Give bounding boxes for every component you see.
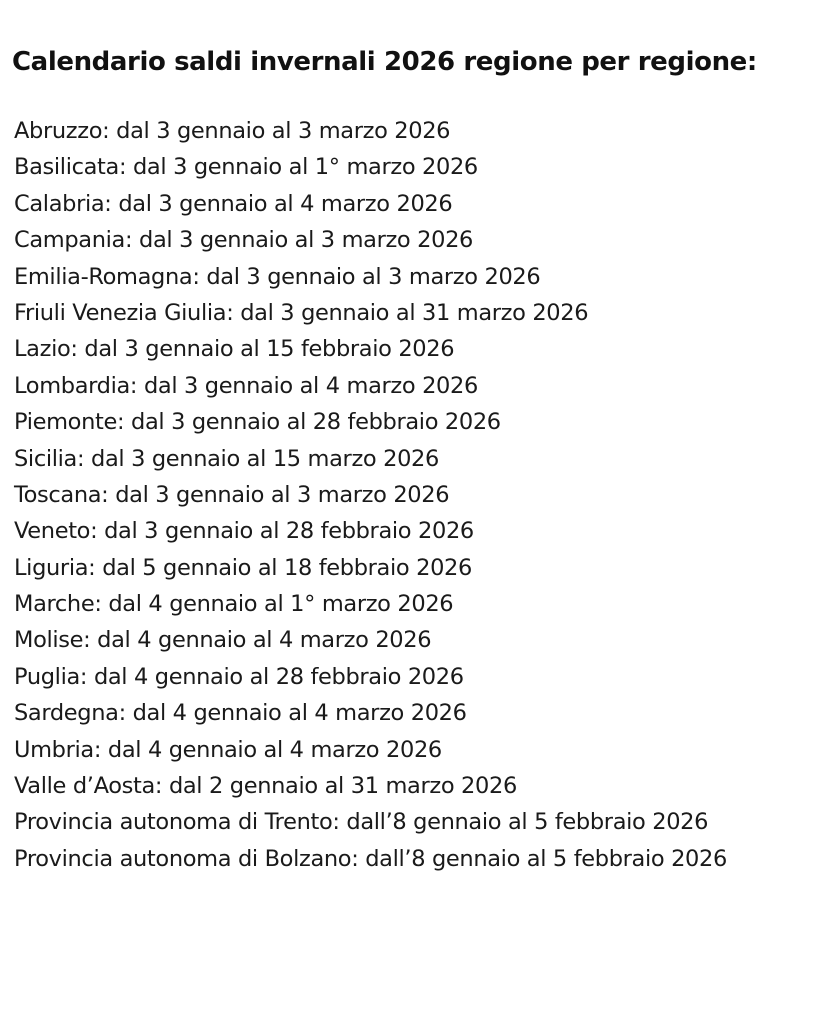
list-item: Campania: dal 3 gennaio al 3 marzo 2026 [14, 227, 474, 254]
list-item: Lombardia: dal 3 gennaio al 4 marzo 2026 [14, 372, 478, 399]
list-item: Abruzzo: dal 3 gennaio al 3 marzo 2026 [14, 118, 451, 144]
list-item: Friuli Venezia Giulia: dal 3 gennaio al 31 marzo 2026 [14, 299, 589, 326]
list-item: Marche: dal 4 gennaio al 1° marzo 2026 [14, 591, 454, 618]
list-item: Puglia: dal 4 gennaio al 28 febbraio 2026 [14, 663, 464, 690]
list-item: Provincia autonoma di Bolzano: dall’8 gennaio al 5 febbraio 2026 [14, 845, 727, 872]
list-item: Calabria: dal 3 gennaio al 4 marzo 2026 [14, 190, 453, 217]
list-item: Umbria: dal 4 gennaio al 4 marzo 2026 [14, 736, 442, 763]
list-item: Provincia autonoma di Trento: dall’8 gennaio al 5 febbraio 2026 [14, 809, 709, 836]
list-item: Valle d’Aosta: dal 2 gennaio al 31 marzo 2026 [14, 773, 517, 800]
list-item: Sardegna: dal 4 gennaio al 4 marzo 2026 [14, 700, 467, 727]
list-item: Lazio: dal 3 gennaio al 15 febbraio 2026 [14, 336, 455, 363]
list-item: Sicilia: dal 3 gennaio al 15 marzo 2026 [14, 445, 439, 472]
list-item: Piemonte: dal 3 gennaio al 28 febbraio 2026 [14, 409, 501, 436]
list-item: Molise: dal 4 gennaio al 4 marzo 2026 [14, 627, 432, 654]
list-item: Emilia-Romagna: dal 3 gennaio al 3 marzo 2026 [14, 263, 541, 290]
list-item: Toscana: dal 3 gennaio al 3 marzo 2026 [14, 481, 450, 508]
list-item: Liguria: dal 5 gennaio al 18 febbraio 2026 [14, 554, 472, 581]
region-dates-list [14, 113, 814, 877]
list-item: Basilicata: dal 3 gennaio al 1° marzo 2026 [14, 154, 478, 181]
page-title: Calendario saldi invernali 2026 regione per regione: [12, 47, 757, 77]
list-item: Veneto: dal 3 gennaio al 28 febbraio 2026 [14, 518, 474, 545]
